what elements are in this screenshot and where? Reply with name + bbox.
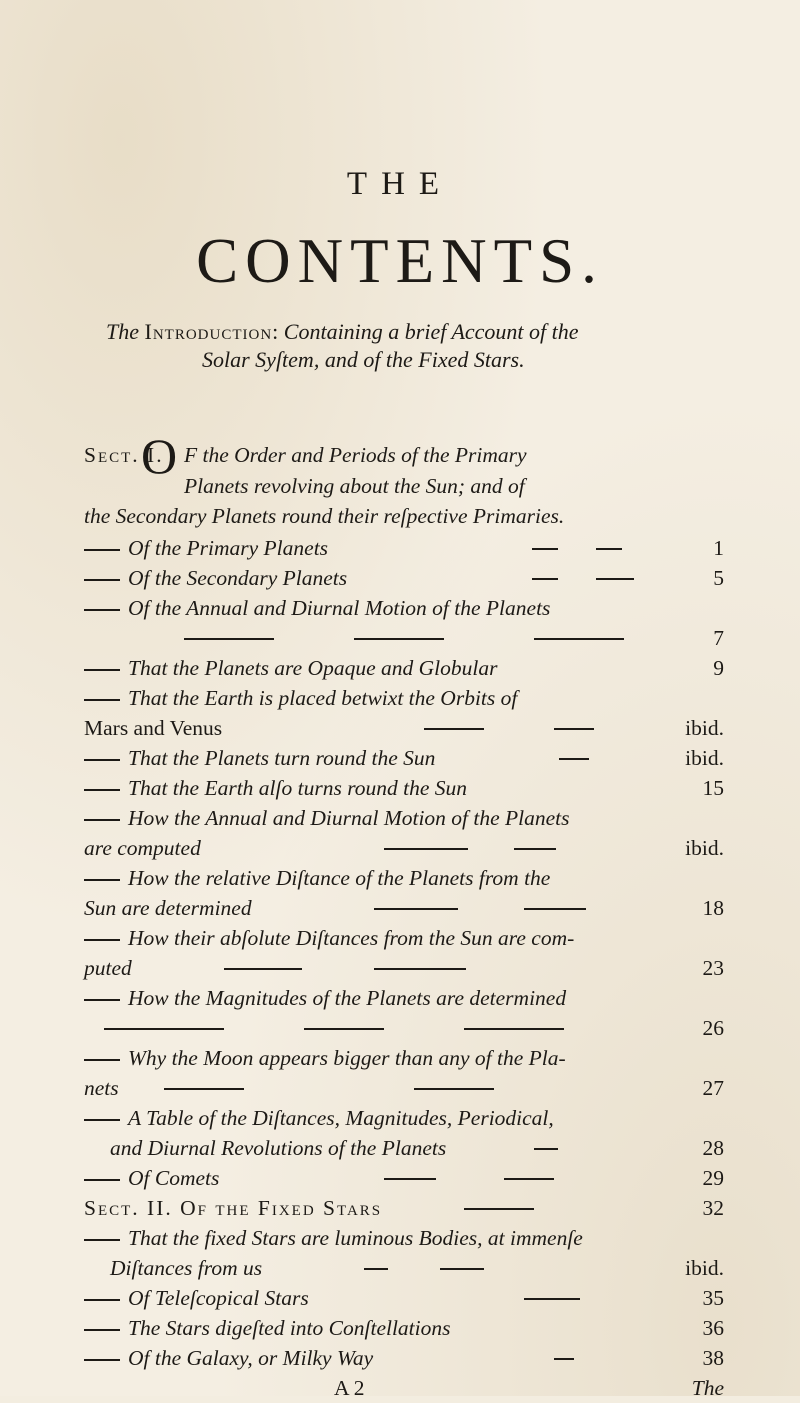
entry-text: Of the Secondary Planets [128,566,348,590]
list-item [84,773,724,803]
entry-page: 18 [702,896,724,920]
entry-text: How the Magnitudes of the Planets are determined [128,986,567,1010]
entry-page: ibid. [685,746,724,770]
entry-page: 36 [702,1316,724,1340]
entry-text: Diſtances from us [110,1256,263,1280]
table-of-contents [84,428,724,1403]
list-item [84,1133,724,1163]
list-item [84,683,724,713]
list-item [84,743,724,773]
entry-page: 23 [702,956,724,980]
list-item [84,1013,724,1043]
entry-text: That the Planets turn round the Sun [128,746,436,770]
entry-text: That the Planets are Opaque and Globular [128,656,498,680]
entry-text: Of the Primary Planets [128,536,329,560]
entry-page: 38 [702,1346,724,1370]
list-item [84,923,724,953]
entry-text: How the Annual and Diurnal Motion of the Planets [128,806,570,830]
list-item [84,863,724,893]
entry-text: A Table of the Diſtances, Magnitudes, Periodical, [128,1106,554,1130]
drop-cap: O [141,428,178,484]
entry-page: 26 [702,1016,724,1040]
entry-text: Sun are determined [84,896,252,920]
sect1-line3 [84,501,724,533]
entry-text: That the Earth is placed betwixt the Orbits of [128,686,518,710]
list-item [84,593,724,623]
list-item [84,1283,724,1313]
intro-colon: : [272,319,279,344]
heading-the: THE [346,166,454,202]
list-item [84,833,724,863]
entry-text: Of the Annual and Diurnal Motion of the Planets [128,596,551,620]
entry-page: ibid. [685,836,724,860]
list-item [84,713,724,743]
entry-page: 1 [713,536,724,560]
entry-text: Of Comets [128,1166,220,1190]
introduction-entry [106,318,716,374]
intro-rest: Containing a brief Account of the [283,319,579,344]
entry-text: The Stars digeſted into Conſtellations [128,1316,451,1340]
entry-text: Mars and Venus [84,716,223,740]
list-item [84,533,724,563]
list-item [84,563,724,593]
list-item [84,1253,724,1283]
entry-page: 15 [702,776,724,800]
sect1-title-line3: the Secondary Planets round their reſpective Primaries. [84,504,565,528]
entry-text: Of the Galaxy, or Milky Way [128,1346,374,1370]
entry-text: That the fixed Stars are luminous Bodies, at immenſe [128,1226,583,1250]
entry-page: 27 [702,1076,724,1100]
list-item [84,653,724,683]
list-item [84,803,724,833]
sect1-title-line2: Planets revolving about the Sun; and of [184,474,525,498]
entry-text: Sect. II. Of the Fixed Stars [84,1196,383,1220]
entry-text: and Diurnal Revolutions of the Planets [110,1136,447,1160]
list-item [84,1313,724,1343]
entry-page: 28 [702,1136,724,1160]
catchword: The [691,1376,724,1400]
entry-page: 29 [702,1166,724,1190]
sect1-title-line1: F the Order and Periods of the Primary [184,443,527,467]
entry-page: 9 [713,656,724,680]
entry-page: 35 [702,1286,724,1310]
list-item [84,1043,724,1073]
heading-contents: CONTENTS. [196,226,604,296]
page-footer [84,1373,724,1403]
signature-mark: A 2 [334,1376,365,1400]
entry-text: puted [84,956,132,980]
intro-word: Introduction [144,319,273,344]
intro-label: The [106,319,139,344]
entry-text: Why the Moon appears bigger than any of the Pla- [128,1046,566,1070]
list-item [84,893,724,923]
list-item [84,1193,724,1223]
entry-text: nets [84,1076,119,1100]
entry-text: That the Earth alſo turns round the Sun [128,776,468,800]
list-item [84,1103,724,1133]
list-item [84,1223,724,1253]
list-item [84,983,724,1013]
sect1-label: Sect. I. [84,443,164,467]
entry-page: ibid. [685,1256,724,1280]
entry-page: 7 [713,626,724,650]
sect1-line2 [84,471,724,501]
entry-text: How the relative Diſtance of the Planets from the [128,866,551,890]
list-item [84,1073,724,1103]
entry-text: How their abſolute Diſtances from the Sun are com- [128,926,575,950]
list-item [84,1163,724,1193]
entry-page: 5 [713,566,724,590]
entry-page: 32 [702,1196,724,1220]
sect1-line1 [84,428,724,484]
intro-line2: Solar Syſtem, and of the Fixed Stars. [202,347,525,372]
entry-text: Of Teleſcopical Stars [128,1286,309,1310]
entry-page: ibid. [685,716,724,740]
list-item [84,623,724,653]
list-item [84,953,724,983]
entry-text: are computed [84,836,201,860]
list-item [84,1343,724,1373]
